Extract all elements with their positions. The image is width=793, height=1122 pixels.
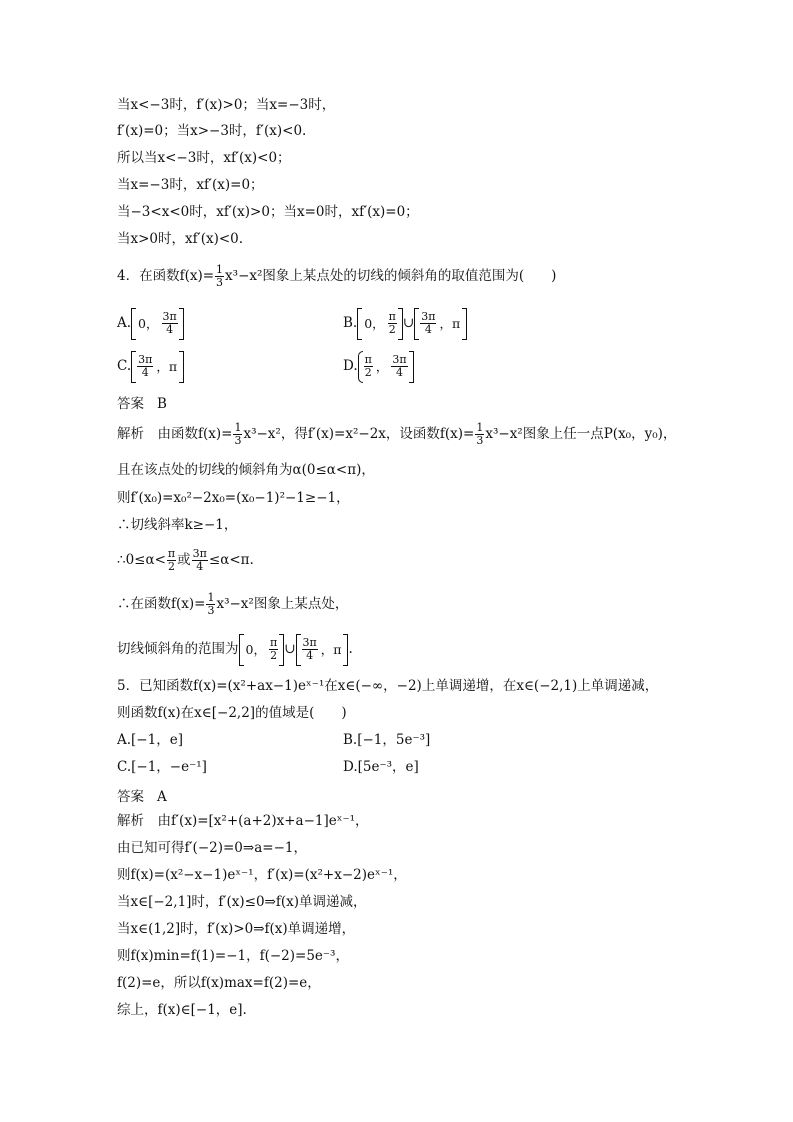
solution-line: 综上，f(x)∈[−1，e]. <box>117 1002 247 1018</box>
question-5-stem: 则函数f(x)在x∈[−2,2]的值域是( ) <box>117 705 347 721</box>
option-c: C.[−1，−e⁻¹] <box>117 759 207 775</box>
question-4-stem: 4．在函数f(x)= $\frac{1}{3}$ x³−x²图象上某点处的切线的倾斜角的取值范围为( ) <box>117 263 557 289</box>
answer-line: 答案 B <box>117 396 167 412</box>
solution-line: 当x∈[−2,1]时，f′(x)≤0⇒f(x)单调递减， <box>117 894 367 910</box>
answer-line: 答案 A <box>117 789 167 805</box>
text-line: 当x=−3时，xf′(x)=0； <box>117 177 264 193</box>
option-b: B. 0， $\frac{\pi}{2}$ ∪ $\frac{3\pi}{4}$ ，π <box>343 306 467 341</box>
option-d: D. $\frac{\pi}{2}$ ， $\frac{3\pi}{4}$ <box>343 349 414 384</box>
solution-line: ∴切线斜率k≥−1， <box>117 517 238 533</box>
solution-line: 切线倾斜角的范围为 0， $\frac{\pi}{2}$ ∪ $\frac{3\pi}{4}$ ，π . <box>117 632 353 667</box>
option-b: B.[−1，5e⁻³] <box>343 732 431 748</box>
text-line: f′(x)=0；当x>−3时，f′(x)<0. <box>117 123 307 139</box>
option-d: D.[5e⁻³，e] <box>343 759 419 775</box>
solution-line: 解析 由函数f(x)= $\frac{1}{3}$ x³−x²，得f′(x)=x²−2x，设函数f(x)= $\frac{1}{3}$ x³−x²图象上任一点P(x₀，y₀)， <box>117 421 677 447</box>
solution-line: 解析 由f′(x)=[x²+(a+2)x+a−1]eˣ⁻¹， <box>117 813 369 829</box>
solution-line: ∴在函数f(x)= $\frac{1}{3}$ x³−x²图象上某点处， <box>117 591 349 617</box>
question-5-stem: 5．已知函数f(x)=(x²+ax−1)eˣ⁻¹在x∈(−∞，−2)上单调递增，在x∈(−2,1)上单调递减， <box>117 678 659 694</box>
option-c: C. $\frac{3\pi}{4}$ ，π <box>117 349 184 384</box>
solution-line: 则f(x)min=f(1)=−1，f(−2)=5e⁻³， <box>117 948 349 964</box>
text-line: 所以当x<−3时，xf′(x)<0； <box>117 150 291 166</box>
solution-line: f(2)=e，所以f(x)max=f(2)=e， <box>117 975 321 991</box>
solution-line: 当x∈(1,2]时，f′(x)>0⇒f(x)单调递增， <box>117 921 356 937</box>
text-line: 当x<−3时，f′(x)>0；当x=−3时， <box>117 97 336 113</box>
text-line: 当x>0时，xf′(x)<0. <box>117 231 244 247</box>
solution-line: 且在该点处的切线的倾斜角为α(0≤α<π)， <box>117 462 375 478</box>
solution-line: 则f(x)=(x²−x−1)eˣ⁻¹，f′(x)=(x²+x−2)eˣ⁻¹， <box>117 867 407 883</box>
text-line: 当−3<x<0时，xf′(x)>0；当x=0时，xf′(x)=0； <box>117 204 419 220</box>
fraction: $\frac{1}{3}$ <box>216 263 224 289</box>
solution-line: ∴0≤α< $\frac{\pi}{2}$ 或 $\frac{3\pi}{4}$ ≤α<π. <box>117 547 254 573</box>
option-a: A. 0， $\frac{3\pi}{4}$ <box>117 306 184 341</box>
solution-line: 由已知可得f′(−2)=0⇒a=−1， <box>117 840 307 856</box>
solution-line: 则f′(x₀)=x₀²−2x₀=(x₀−1)²−1≥−1， <box>117 490 350 506</box>
option-a: A.[−1，e] <box>117 732 183 748</box>
